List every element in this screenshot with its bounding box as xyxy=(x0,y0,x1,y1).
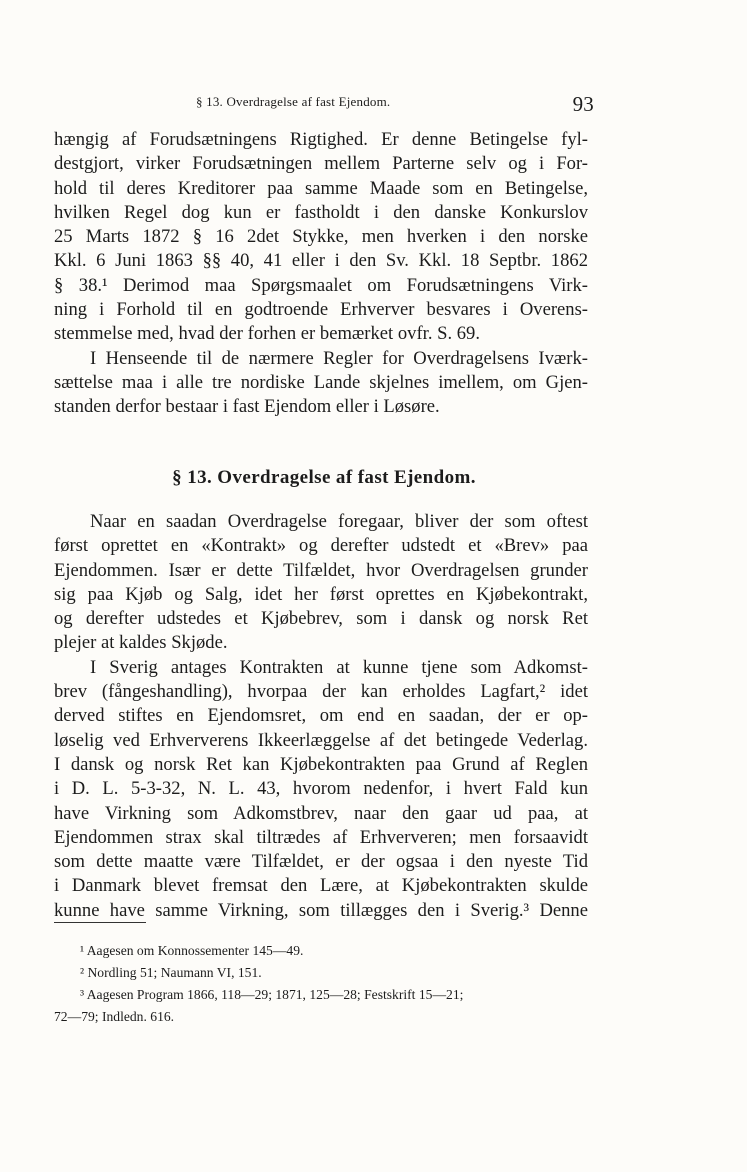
text-line: I dansk og norsk Ret kan Kjøbekontrakten paa Grund af Reglen xyxy=(54,753,588,775)
text-line: Ejendommen strax skal tiltrædes af Erhververen; men forsaavidt xyxy=(54,826,588,848)
text-line: Ejendommen. Især er dette Tilfældet, hvor Overdragelsen grunder xyxy=(54,559,588,581)
text-line: have Virkning som Adkomstbrev, naar den gaar ud paa, at xyxy=(54,802,588,824)
page-number: 93 xyxy=(572,92,594,116)
footnotes xyxy=(54,940,588,1028)
footnote-rule xyxy=(54,922,146,923)
text-line: brev (fångeshandling), hvorpaa der kan erholdes Lagfart,² idet xyxy=(54,681,588,703)
text-line: som dette maatte være Tilfældet, er der ogsaa i den nyeste Tid xyxy=(54,851,588,873)
section-body xyxy=(54,510,588,923)
text-line: § 38.¹ Derimod maa Spørgsmaalet om Forudsætningens Virk- xyxy=(54,274,588,296)
text-line: 25 Marts 1872 § 16 2det Stykke, men hverken i den norske xyxy=(54,226,588,248)
text-line: først oprettet en «Kontrakt» og derefter udstedt et «Brev» paa xyxy=(54,535,588,557)
continuation-text xyxy=(54,128,588,420)
text-line: hængig af Forudsætningens Rigtighed. Er denne Betingelse fyl- xyxy=(54,129,588,150)
text-line: sættelse maa i alle tre nordiske Lande skjelnes imellem, om Gjen- xyxy=(54,371,588,393)
text-line: stemmelse med, hvad der forhen er bemærket ovfr. S. 69. xyxy=(54,323,480,345)
text-line: kunne have samme Virkning, som tillægges den i Sverig.³ Denne xyxy=(54,899,588,921)
footnote-continuation: 72—79; Indledn. 616. xyxy=(54,1009,175,1024)
text-line: plejer at kaldes Skjøde. xyxy=(54,632,228,654)
text-line: ning i Forhold til en godtroende Erhverver besvares i Overens- xyxy=(54,299,588,321)
footnote: ¹ Aagesen om Konnossementer 145—49. xyxy=(80,943,304,958)
text-line: I Henseende til de nærmere Regler for Overdragelsens Iværk- xyxy=(90,347,588,369)
text-line: destgjort, virker Forudsætningen mellem Parterne selv og i For- xyxy=(54,153,588,175)
text-line: hvilken Regel dog kun er fastholdt i den danske Konkurslov xyxy=(54,201,588,223)
footnote: ² Nordling 51; Naumann VI, 151. xyxy=(80,965,262,980)
text-line: løselig ved Erhververens Ikkeerlæggelse af det betingede Vederlag. xyxy=(54,729,588,751)
text-line: I Sverig antages Kontrakten at kunne tjene som Adkomst- xyxy=(90,656,588,678)
footnote: ³ Aagesen Program 1866, 118—29; 1871, 125—28; Festskrift 15—21; xyxy=(80,987,464,1002)
text-line: sig paa Kjøb og Salg, idet her først oprettes en Kjøbekontrakt, xyxy=(54,583,588,605)
text-line: i Danmark blevet fremsat den Lære, at Kjøbekontrakten skulde xyxy=(54,875,588,897)
text-line: Naar en saadan Overdragelse foregaar, bliver der som oftest xyxy=(90,511,588,532)
text-line: derved stiftes en Ejendomsret, om end en saadan, der er op- xyxy=(54,705,588,727)
text-line: standen derfor bestaar i fast Ejendom eller i Løsøre. xyxy=(54,396,440,418)
text-line: og derefter udstedes et Kjøbebrev, som i dansk og norsk Ret xyxy=(54,608,588,630)
section-heading: § 13. Overdragelse af fast Ejendom. xyxy=(172,467,476,488)
text-line: i D. L. 5-3-32, N. L. 43, hvorom nedenfor, i hvert Fald kun xyxy=(54,778,588,800)
running-title: § 13. Overdragelse af fast Ejendom. xyxy=(196,94,391,109)
text-line: Kkl. 6 Juni 1863 §§ 40, 41 eller i den Sv. Kkl. 18 Septbr. 1862 xyxy=(54,250,588,272)
text-line: hold til deres Kreditorer paa samme Maade som en Betingelse, xyxy=(54,177,588,199)
